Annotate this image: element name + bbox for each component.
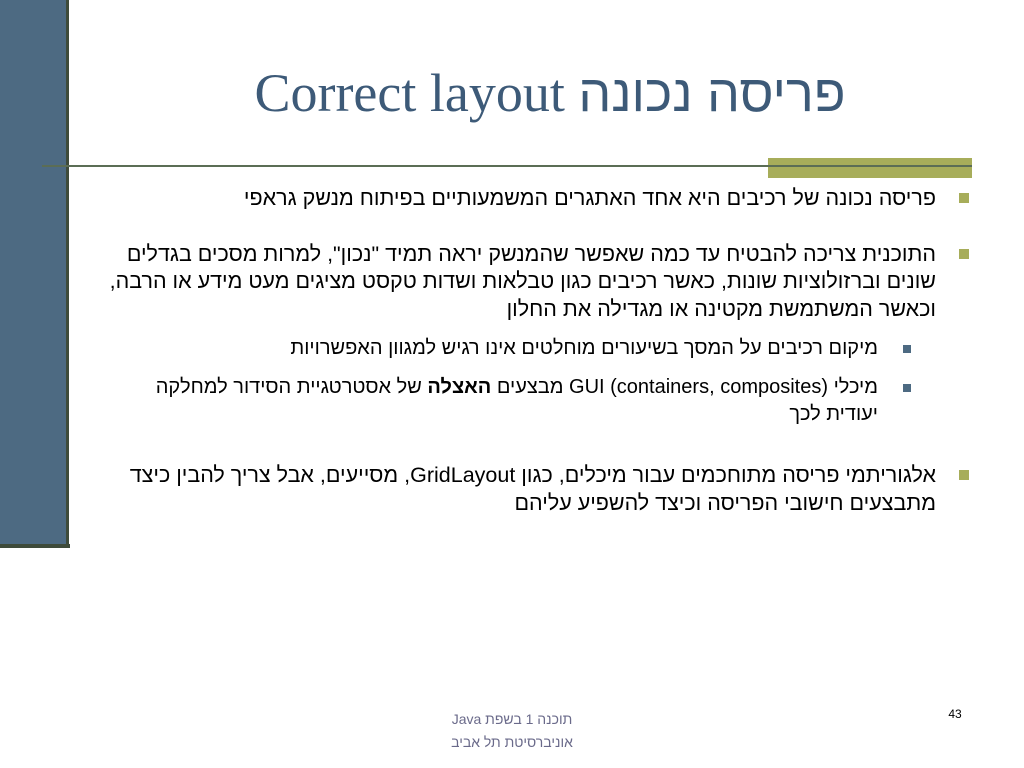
- left-sidebar-shadow: [0, 544, 70, 548]
- left-sidebar-edge: [66, 0, 69, 548]
- bullet-item: [100, 462, 936, 517]
- square-bullet-icon: [959, 249, 969, 259]
- footer-course: תוכנה 1 בשפת Java: [451, 711, 573, 727]
- title-rule-accent-bottom: [768, 167, 972, 178]
- footer-university: אוניברסיטת תל אביב: [451, 734, 573, 750]
- sub-bullet-text-bold: האצלה: [427, 376, 492, 398]
- bullet-text: פריסה נכונה של רכיבים היא אחד האתגרים המשמעותיים בפיתוח מנשק גראפי: [243, 186, 936, 210]
- sub-bullet-item: [100, 335, 878, 362]
- sub-bullet-list: [100, 335, 936, 428]
- slide-title-hebrew: פריסה נכונה: [578, 65, 846, 123]
- sub-bullet-text-pre: מיכלי GUI (containers, composites) מבצעים: [491, 376, 878, 398]
- page-number: 43: [948, 707, 962, 721]
- slide-body: [100, 185, 936, 545]
- sub-bullet-text: מיקום רכיבים על המסך בשיעורים מוחלטים אינו רגיש למגוון האפשרויות: [290, 337, 878, 359]
- bullet-item: [100, 241, 936, 324]
- bullet-text: התוכנית צריכה להבטיח עד כמה שאפשר שהמנשק יראה תמיד "נכון", למרות מסכים בגדלים שונים וברזולוציות שונות, כאשר רכיבים כגון טבלאות ושדות טקסט מציגים מעט מידע או הרבה, וכאשר המשתמשת מקטינה או מגדילה את החלון: [109, 241, 936, 321]
- slide-title-latin: Correct layout: [254, 63, 565, 123]
- slide-footer: [380, 708, 644, 754]
- slide-title: [90, 62, 1010, 124]
- square-sub-bullet-icon: [903, 345, 911, 353]
- square-bullet-icon: [959, 193, 969, 203]
- left-sidebar-band: [0, 0, 68, 546]
- square-bullet-icon: [959, 470, 969, 480]
- bullet-item: [100, 185, 936, 213]
- title-rule-accent-top: [768, 158, 972, 165]
- sub-bullet-item: [100, 374, 878, 428]
- sub-bullet-text-post: של אסטרטגיית הסידור למחלקה יעודית לכך: [155, 376, 878, 425]
- bullet-text: אלגוריתמי פריסה מתוחכמים עבור מיכלים, כגון GridLayout, מסייעים, אבל צריך להבין כיצד מתבצעים חישובי הפריסה וכיצד להשפיע עליהם: [129, 463, 936, 515]
- square-sub-bullet-icon: [903, 384, 911, 392]
